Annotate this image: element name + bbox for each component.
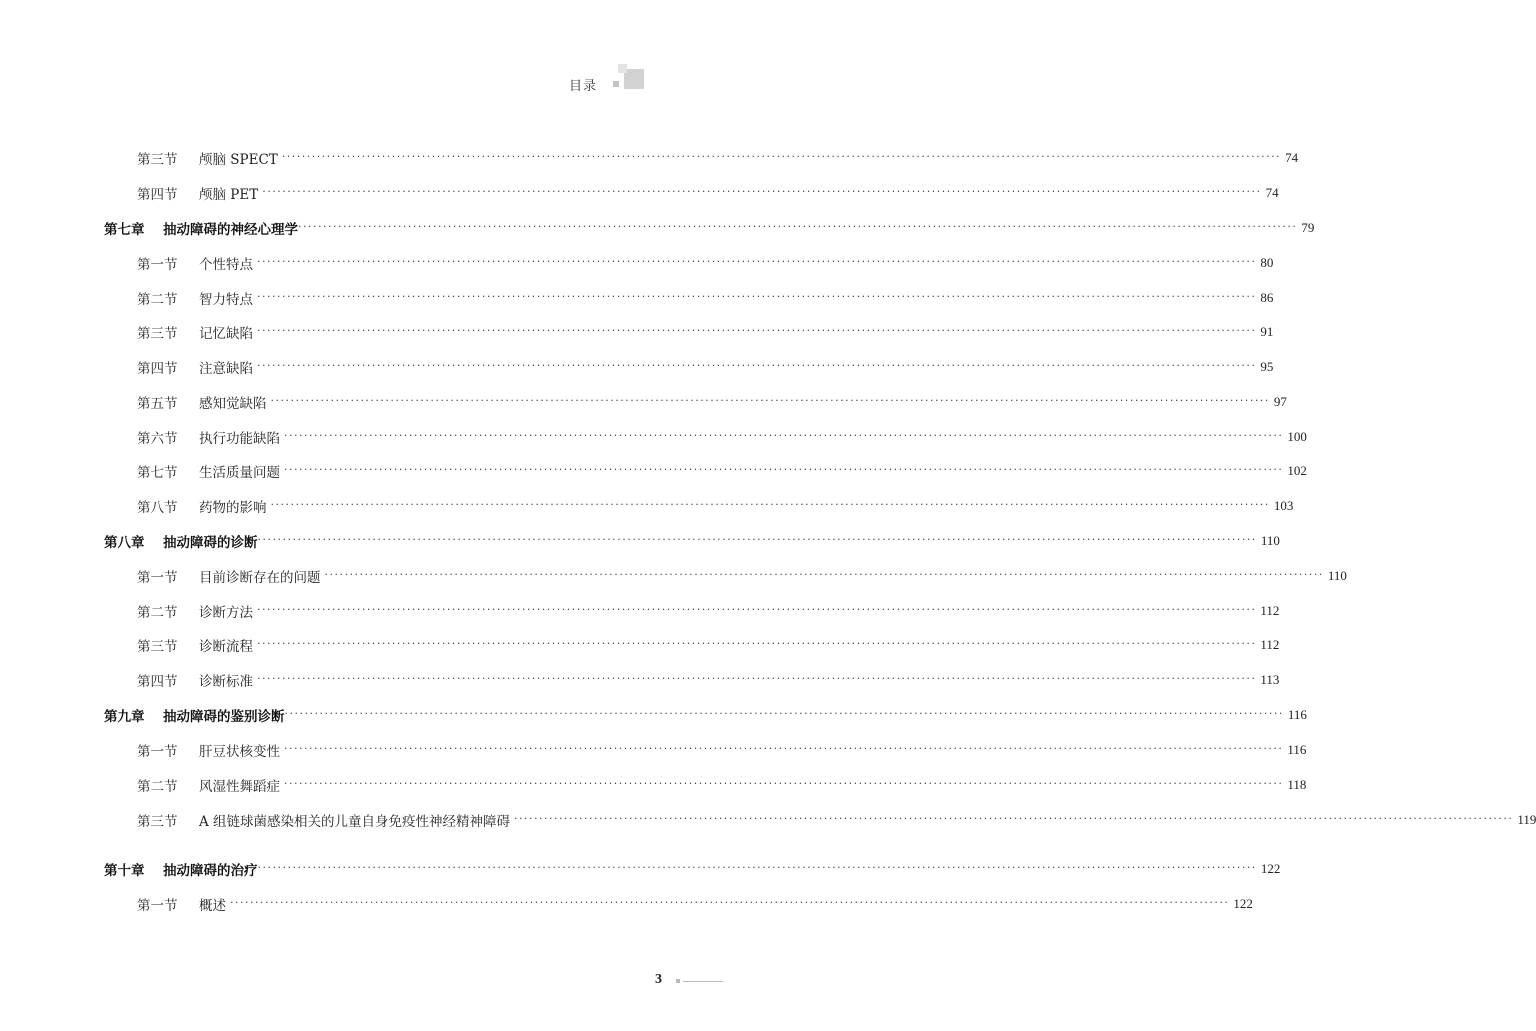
section-title: 目前诊断存在的问题 xyxy=(199,570,321,586)
section-number: 第一节 xyxy=(137,570,178,586)
toc-section-entry[interactable] xyxy=(137,565,1347,587)
dot-leader: ········································································································································································································ xyxy=(324,568,1324,581)
toc-section-entry[interactable] xyxy=(137,669,1280,691)
toc-chapter-entry[interactable] xyxy=(104,530,1280,552)
toc-entry-label xyxy=(137,288,253,308)
deco-square-small xyxy=(613,81,619,87)
chapter-number: 第十章 xyxy=(104,863,145,879)
section-title: 感知觉缺陷 xyxy=(199,396,267,412)
toc-page-number: 74 xyxy=(1285,150,1299,165)
toc-section-entry[interactable] xyxy=(137,809,1536,831)
section-title: A 组链球菌感染相关的儿童自身免疫性神经精神障碍 xyxy=(199,814,511,830)
toc-entry-label xyxy=(137,566,321,586)
toc-page-number: 79 xyxy=(1301,220,1315,235)
toc-entry-label xyxy=(137,322,253,342)
section-number: 第一节 xyxy=(137,257,178,273)
section-title: 生活质量问题 xyxy=(199,465,280,481)
toc-page-number: 122 xyxy=(1260,861,1281,876)
toc-page-number: 91 xyxy=(1260,324,1274,339)
toc-entry-label xyxy=(137,775,280,795)
toc-entry-label xyxy=(137,810,510,830)
dot-leader: ········································································································································································································ xyxy=(257,324,1257,337)
toc-section-entry[interactable] xyxy=(137,600,1280,622)
header-decoration xyxy=(610,64,646,94)
toc-entry-label xyxy=(104,531,258,551)
toc-page-number: 103 xyxy=(1273,498,1294,513)
toc-chapter-entry[interactable] xyxy=(104,704,1307,726)
section-number: 第八节 xyxy=(137,500,178,516)
section-number: 第三节 xyxy=(137,152,178,168)
page-number: 3 xyxy=(655,972,662,987)
dot-leader: ········································································································································································································ xyxy=(284,777,1284,790)
section-number: 第三节 xyxy=(137,326,178,342)
toc-chapter-entry[interactable] xyxy=(104,217,1315,239)
toc-section-entry[interactable] xyxy=(137,287,1274,309)
section-number: 第一节 xyxy=(137,898,178,914)
toc-entry-label xyxy=(104,705,285,725)
dot-leader: ········································································································································································································ xyxy=(257,672,1257,685)
dot-leader: ········································································································································································································ xyxy=(262,185,1262,198)
dot-leader: ········································································································································································································ xyxy=(257,533,1257,546)
section-number: 第三节 xyxy=(137,639,178,655)
section-title: 智力特点 xyxy=(199,292,253,308)
running-header-title: 目录 xyxy=(569,79,598,94)
section-title: 风湿性舞蹈症 xyxy=(199,779,280,795)
section-number: 第四节 xyxy=(137,361,178,377)
section-number: 第二节 xyxy=(137,292,178,308)
dot-leader: ········································································································································································································ xyxy=(270,394,1270,407)
toc-page-number: 112 xyxy=(1260,603,1280,618)
section-number: 第二节 xyxy=(137,605,178,621)
toc-page-number: 118 xyxy=(1287,777,1307,792)
chapter-title: 抽动障碍的神经心理学 xyxy=(163,222,298,238)
section-title: 颅脑 SPECT xyxy=(199,152,278,168)
toc-section-entry[interactable] xyxy=(137,252,1274,274)
chapter-number: 第八章 xyxy=(104,535,145,551)
section-number: 第二节 xyxy=(137,779,178,795)
chapter-title: 抽动障碍的诊断 xyxy=(163,535,258,551)
dot-leader: ········································································································································································································ xyxy=(281,150,1282,163)
section-number: 第五节 xyxy=(137,396,178,412)
chapter-title: 抽动障碍的治疗 xyxy=(163,863,258,879)
toc-section-entry[interactable] xyxy=(137,774,1307,796)
toc-chapter-entry[interactable] xyxy=(104,858,1281,880)
toc-section-entry[interactable] xyxy=(137,391,1287,413)
section-number: 第一节 xyxy=(137,744,178,760)
dot-leader: ········································································································································································································ xyxy=(284,742,1284,755)
toc-section-entry[interactable] xyxy=(137,893,1253,915)
toc-section-entry[interactable] xyxy=(137,321,1274,343)
toc-page-number: 116 xyxy=(1287,742,1307,757)
toc-entry-label xyxy=(137,461,280,481)
toc-page-number: 86 xyxy=(1260,290,1274,305)
toc-page-number: 97 xyxy=(1273,394,1287,409)
toc-page-number: 74 xyxy=(1265,185,1279,200)
section-title: 诊断标准 xyxy=(199,674,253,690)
chapter-number: 第七章 xyxy=(104,222,145,238)
footer-rule xyxy=(683,981,723,982)
section-title: 注意缺陷 xyxy=(199,361,253,377)
toc-entry-label xyxy=(137,148,278,168)
section-title: 药物的影响 xyxy=(199,500,267,516)
toc-page-number: 116 xyxy=(1287,707,1307,722)
chapter-title: 抽动障碍的鉴别诊断 xyxy=(163,709,285,725)
toc-entry-label xyxy=(137,670,253,690)
section-number: 第四节 xyxy=(137,187,178,203)
deco-square-large xyxy=(624,69,644,89)
toc-section-entry[interactable] xyxy=(137,739,1307,761)
dot-leader: ········································································································································································································ xyxy=(284,429,1284,442)
toc-section-entry[interactable] xyxy=(137,634,1280,656)
section-number: 第四节 xyxy=(137,674,178,690)
toc-entry-label xyxy=(104,859,258,879)
toc-entry-label xyxy=(104,218,298,238)
toc-section-entry[interactable] xyxy=(137,460,1307,482)
section-number: 第七节 xyxy=(137,465,178,481)
dot-leader: ········································································································································································································ xyxy=(257,255,1257,268)
toc-entry-label xyxy=(137,496,267,516)
toc-entry-label xyxy=(137,601,253,621)
dot-leader: ········································································································································································································ xyxy=(284,463,1284,476)
toc-page-number: 110 xyxy=(1327,568,1347,583)
section-number: 第三节 xyxy=(137,814,178,830)
toc-entry-label xyxy=(137,635,253,655)
toc-entry-label xyxy=(137,183,258,203)
dot-leader: ········································································································································································································ xyxy=(257,637,1257,650)
toc-section-entry[interactable] xyxy=(137,356,1274,378)
toc-page-number: 95 xyxy=(1260,359,1274,374)
toc-page-number: 113 xyxy=(1260,672,1280,687)
toc-page-number: 110 xyxy=(1260,533,1280,548)
dot-leader: ········································································································································································································ xyxy=(514,812,1514,825)
section-title: 诊断流程 xyxy=(199,639,253,655)
deco-square-top xyxy=(618,64,627,73)
dot-leader: ········································································································································································································ xyxy=(270,498,1270,511)
dot-leader: ········································································································································································································ xyxy=(257,290,1257,303)
toc-page-number: 102 xyxy=(1287,463,1307,478)
toc-page-number: 80 xyxy=(1260,255,1274,270)
toc-page-number: 119 xyxy=(1517,812,1536,827)
toc-entry-label xyxy=(137,427,280,447)
dot-leader: ········································································································································································································ xyxy=(257,861,1257,874)
toc-entry-label xyxy=(137,253,253,273)
dot-leader: ········································································································································································································ xyxy=(298,220,1298,233)
section-title: 执行功能缺陷 xyxy=(199,431,280,447)
section-title: 颅脑 PET xyxy=(199,187,259,203)
section-title: 肝豆状核变性 xyxy=(199,744,280,760)
dot-leader: ········································································································································································································ xyxy=(257,359,1257,372)
toc-page-number: 122 xyxy=(1233,896,1253,911)
section-number: 第六节 xyxy=(137,431,178,447)
section-title: 记忆缺陷 xyxy=(199,326,253,342)
section-title: 个性特点 xyxy=(199,257,253,273)
toc-page-number: 100 xyxy=(1287,429,1307,444)
toc-section-entry[interactable] xyxy=(137,182,1279,204)
footer-dot xyxy=(676,979,680,983)
toc-entry-label xyxy=(137,392,267,412)
toc-section-entry[interactable] xyxy=(137,147,1299,169)
section-title: 概述 xyxy=(199,898,226,914)
toc-section-entry[interactable] xyxy=(137,495,1294,517)
toc-section-entry[interactable] xyxy=(137,426,1307,448)
toc-entry-label xyxy=(137,357,253,377)
dot-leader: ········································································································································································································ xyxy=(284,707,1284,720)
chapter-number: 第九章 xyxy=(104,709,145,725)
toc-entry-label xyxy=(137,894,226,914)
dot-leader: ········································································································································································································ xyxy=(257,603,1257,616)
toc-entry-label xyxy=(137,740,280,760)
dot-leader: ········································································································································································································ xyxy=(230,896,1230,909)
section-title: 诊断方法 xyxy=(199,605,253,621)
toc-page-number: 112 xyxy=(1260,637,1280,652)
